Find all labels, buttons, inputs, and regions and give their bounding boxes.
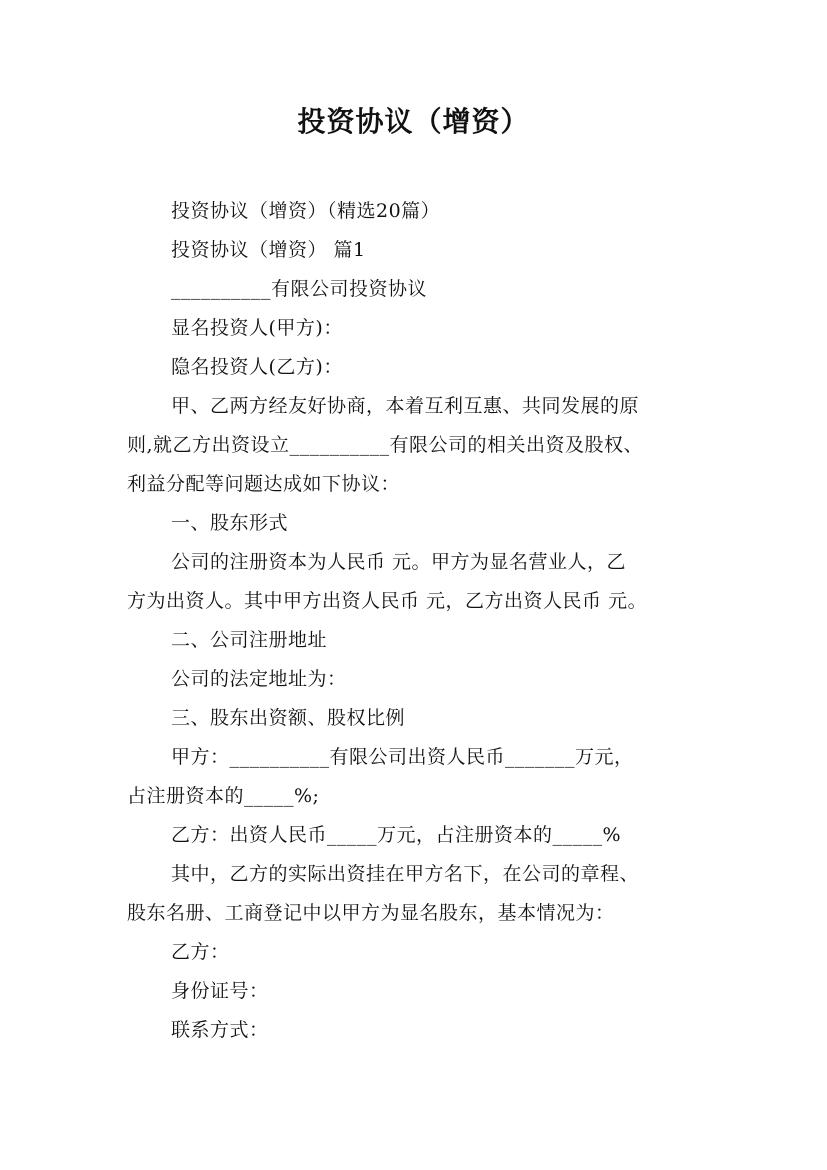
paragraph-line: 股东名册、工商登记中以甲方为显名股东，基本情况为：	[127, 902, 615, 924]
paragraph-line: 甲、乙两方经友好协商，本着互利互惠、共同发展的原	[171, 395, 640, 417]
document-title: 投资协议（增资）	[297, 105, 530, 138]
field-label: 身份证号：	[171, 980, 269, 1002]
clause-heading: 三、股东出资额、股权比例	[171, 707, 406, 729]
paragraph-line: 甲方：__________有限公司出资人民币_______万元，	[171, 746, 634, 768]
party-b-line: 隐名投资人(乙方)：	[171, 356, 343, 378]
field-label: 乙方：	[171, 941, 230, 963]
paragraph-line: 占注册资本的_____%;	[127, 785, 320, 807]
agreement-heading: __________有限公司投资协议	[171, 278, 428, 300]
section-heading: 投资协议（增资） 篇1	[171, 239, 366, 261]
party-a-line: 显名投资人(甲方)：	[171, 317, 343, 339]
clause-heading: 二、公司注册地址	[171, 629, 328, 651]
paragraph-line: 则,就乙方出资设立__________有限公司的相关出资及股权、	[127, 434, 644, 456]
paragraph-line: 公司的法定地址为：	[171, 668, 347, 690]
paragraph-line: 公司的注册资本为人民币 元。甲方为显名营业人，乙	[171, 551, 627, 573]
paragraph-line: 乙方：出资人民币_____万元，占注册资本的_____%	[171, 824, 622, 846]
paragraph-line: 其中，乙方的实际出资挂在甲方名下，在公司的章程、	[171, 863, 640, 885]
paragraph-line: 利益分配等问题达成如下协议：	[127, 473, 401, 495]
subtitle-line: 投资协议（增资）（精选20篇）	[171, 200, 441, 222]
clause-heading: 一、股东形式	[171, 512, 289, 534]
paragraph-line: 方为出资人。其中甲方出资人民币 元，乙方出资人民币 元。	[127, 590, 648, 612]
field-label: 联系方式：	[171, 1019, 269, 1041]
